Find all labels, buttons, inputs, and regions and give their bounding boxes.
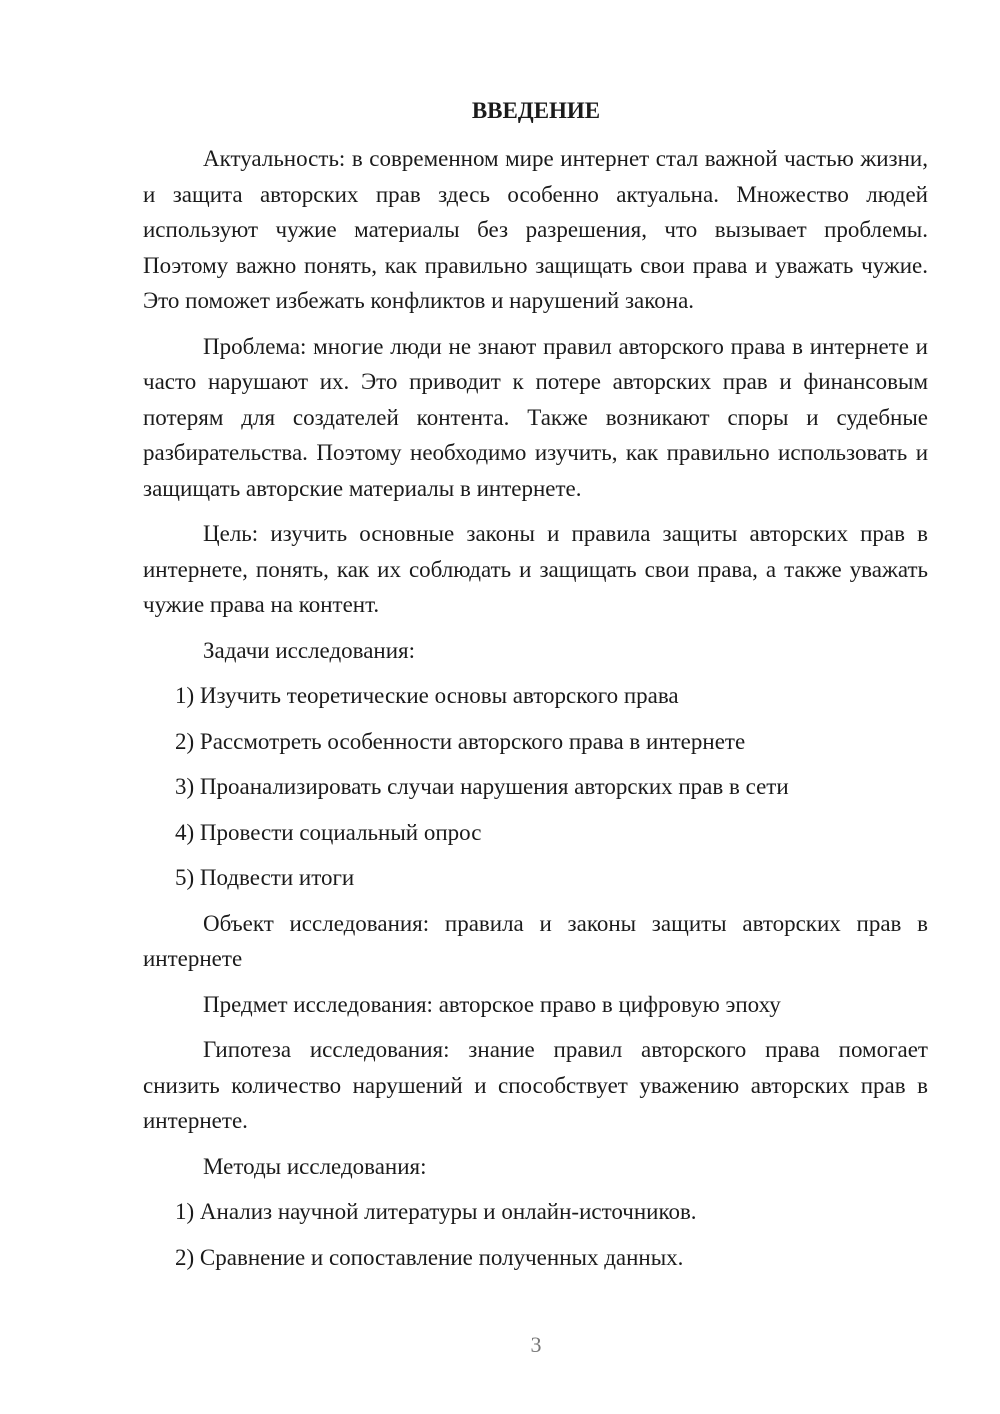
- document-body: [143, 141, 928, 1285]
- list-item: 3) Проанализировать случаи нарушения авторских прав в сети: [175, 774, 789, 799]
- page-number: 3: [530, 1332, 542, 1357]
- hypothesis-paragraph: Гипотеза исследования: знание правил авторского права помогает снизить количество нарушений и способствует уважению авторских прав в интернете.: [143, 1037, 928, 1133]
- list-item: 4) Провести социальный опрос: [175, 819, 482, 845]
- methods-list: [143, 1194, 928, 1275]
- relevance-paragraph: Актуальность: в современном мире интернет стал важной частью жизни, и защита авторских прав здесь особенно актуальна. Множество людей используют чужие материалы без разрешения, что вызывает проблемы. Поэтому важно понять, как правильно защищать свои права и уважать чужие. Это поможет избежать конфликтов и нарушений закона.: [143, 146, 928, 313]
- list-item: 2) Сравнение и сопоставление полученных данных.: [175, 1244, 684, 1270]
- goal-paragraph: Цель: изучить основные законы и правила защиты авторских прав в интернете, понять, как их соблюдать и защищать свои права, а также уважать чужие права на контент.: [143, 521, 928, 617]
- list-item: 5) Подвести итоги: [175, 865, 355, 890]
- methods-title: Методы исследования:: [203, 1153, 427, 1179]
- section-heading: ВВЕДЕНИЕ: [471, 98, 601, 123]
- object-paragraph: Объект исследования: правила и законы защиты авторских прав в интернете: [143, 910, 928, 971]
- subject-paragraph: Предмет исследования: авторское право в цифровую эпоху: [203, 991, 781, 1017]
- list-item: 1) Анализ научной литературы и онлайн-источников.: [175, 1199, 697, 1224]
- problem-paragraph: Проблема: многие люди не знают правил авторского права в интернете и часто нарушают их. Это приводит к потере авторских прав и финансовым потерям для создателей контента. Также возникают споры и судебные разбирательства. Поэтому необходимо изучить, как правильно использовать и защищать авторские материалы в интернете.: [143, 333, 928, 501]
- tasks-list: [143, 678, 928, 896]
- list-item: 2) Рассмотреть особенности авторского права в интернете: [175, 728, 746, 754]
- tasks-title: Задачи исследования:: [203, 637, 416, 663]
- list-item: 1) Изучить теоретические основы авторского права: [175, 683, 679, 708]
